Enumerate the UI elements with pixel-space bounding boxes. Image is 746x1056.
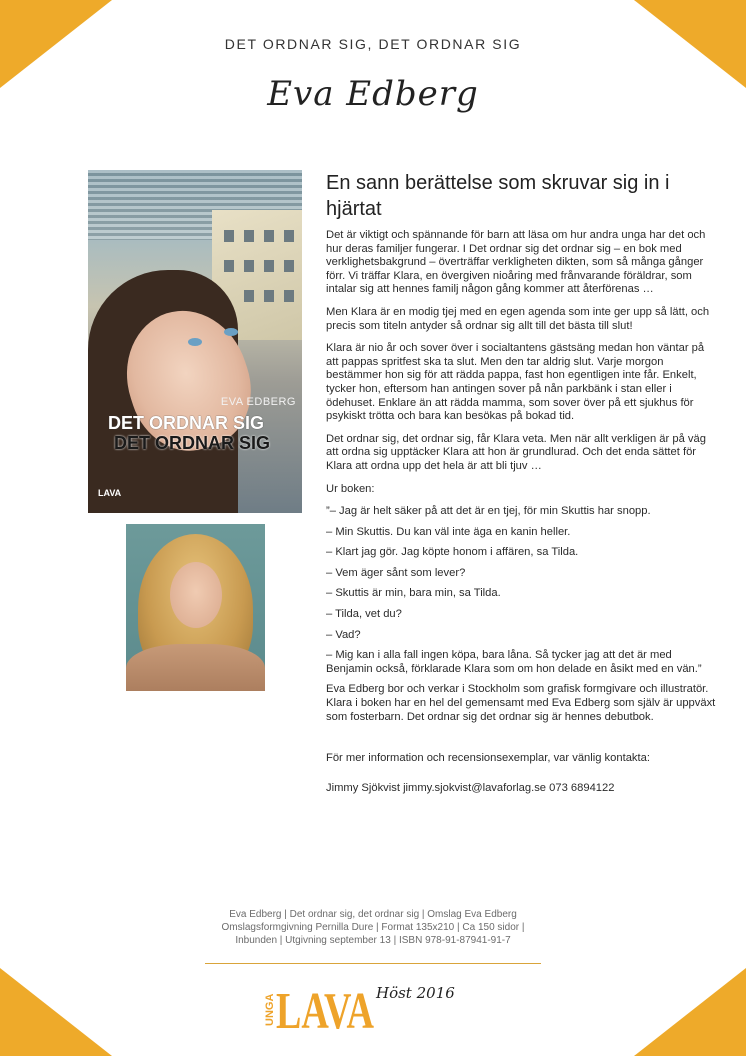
corner-decoration-bottom-left [0, 968, 112, 1056]
details-line: Omslagsformgivning Pernilla Dure | Format 135x210 | Ca 150 sidor | [221, 922, 525, 933]
headline: En sann berättelse som skruvar sig in i hjärtat [326, 172, 670, 220]
quote-line: – Skuttis är min, bara min, sa Tilda. [326, 587, 501, 600]
quote-line: – Klart jag gör. Jag köpte honom i affären, sa Tilda. [326, 546, 579, 559]
paragraph-intro: Det är viktigt och spännande för barn att läsa om hur andra unga har det och hur deras familjer fungerar. I Det ordnar sig det ordnar sig – en bok med verklighetsbakgrund – överträffar verkligheten dikten, som så många gånger förr. Vi träffar Klara, en övergiven nioåring med frånvarande föräldrar, som intalar sig att hennes familj någon gång kommer att återförenas … [326, 229, 706, 296]
author-signature: Eva Edberg [267, 74, 479, 114]
logo-unga-text: UNGA [264, 993, 276, 1026]
book-title: DET ORDNAR SIG, DET ORDNAR SIG [224, 36, 522, 52]
book-cover-image [88, 170, 302, 513]
cover-author: EVA EDBERG [220, 396, 296, 408]
quote-line: – Vad? [326, 628, 361, 641]
quote-line: – Tilda, vet du? [326, 608, 402, 621]
cover-publisher-logo: LAVA [98, 488, 122, 498]
season-label: Höst 2016 [376, 984, 455, 1002]
book-details [160, 908, 586, 947]
article-body [326, 229, 718, 804]
quote-line: ”– Jag är helt säker på att det är en tjej, för min Skuttis har snopp. [326, 505, 651, 518]
author-photo [126, 524, 265, 691]
author-bio: Eva Edberg bor och verkar i Stockholm som grafisk formgivare och illustratör. Klara i boken har en hel del gemensamt med Eva Edberg som själv är uppväxt som fosterbarn. Det ordnar sig det ordnar sig är hennes debutbok. [326, 683, 716, 723]
logo-lava-text: LAVA [276, 983, 375, 1032]
paragraph-story: Klara är nio år och sover över i socialtantens gästsäng medan hon väntar på att pappas spritfest ska ta slut. Men den tar aldrig slut. Varje morgon bestämmer hon sig för att rädda pappa, fast hon egentligen inte får. Enkelt, tycker hon, eftersom han antingen sover på nån parkbänk i stan eller i ödehuset. Enklare än att rädda mamma, som sover över på ett sjukhus för psykiskt trötta och bara kan besökas på bokad tid. [326, 342, 705, 423]
cover-title-line1: DET ORDNAR SIG [108, 413, 265, 433]
excerpt-heading: Ur boken: [326, 482, 375, 495]
details-line: Eva Edberg | Det ordnar sig, det ordnar sig | Omslag Eva Edberg [229, 909, 517, 920]
quote-line: – Vem äger sånt som lever? [326, 566, 466, 579]
quote-line: – Min Skuttis. Du kan väl inte äga en kanin heller. [326, 525, 571, 538]
contact-details[interactable]: Jimmy Sjökvist jimmy.sjokvist@lavaforlag.se 073 6894122 [326, 781, 615, 794]
paragraph-twist: Det ordnar sig, det ordnar sig, får Klara veta. Men när allt verkligen är på väg att ordna sig upptäcker Klara att hon är grundlurad. Och det enda sättet för Klara att ordna upp det hela är att bli tjuv … [326, 432, 706, 472]
details-line: Inbunden | Utgivning september 13 | ISBN 978-91-87941-91-7 [235, 935, 511, 946]
contact-intro: För mer information och recensionsexemplar, var vänlig kontakta: [326, 752, 650, 765]
unga-lava-logo [262, 976, 378, 1032]
cover-title-line2: DET ORDNAR SIG [114, 433, 271, 453]
paragraph-brave: Men Klara är en modig tjej med en egen agenda som inte ger upp så lätt, och precis som titeln antyder så ordnar sig allt till det bästa till slut! [326, 305, 710, 332]
footer-divider [205, 963, 541, 964]
corner-decoration-bottom-right [634, 968, 746, 1056]
quote-line: – Mig kan i alla fall ingen köpa, bara låna. Så tycker jag att det är med Benjamin också, förklarade Klara som om hon delade en åsikt med en vän.” [326, 649, 702, 675]
